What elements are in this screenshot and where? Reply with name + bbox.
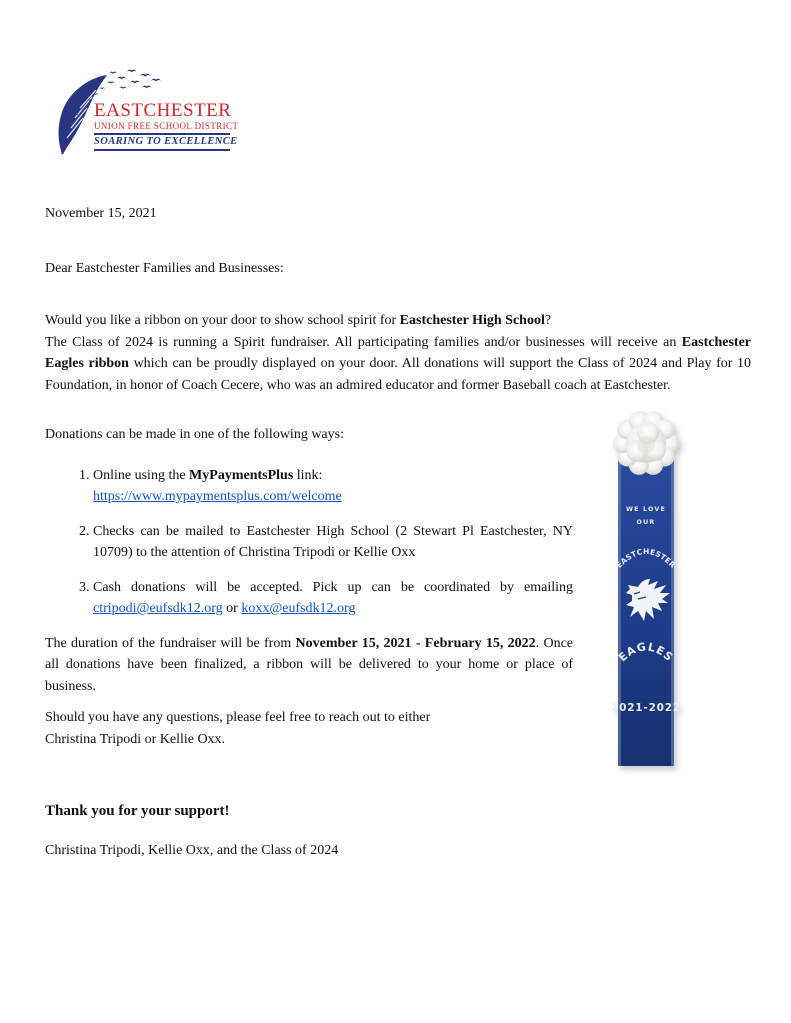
- questions-line1: Should you have any questions, please feel free to reach out to either: [45, 710, 431, 725]
- district-logo: [52, 64, 239, 160]
- duration-text: . Once all donations have been finalized, a ribbon will be delivered to your home or place of business.: [45, 635, 574, 694]
- item3-text: Cash donations will be accepted. Pick up can be coordinated by emailing: [93, 579, 573, 595]
- donations-heading: Donations can be made in one of the following ways:: [45, 427, 344, 442]
- district-tagline: SOARING TO EXCELLENCE: [94, 136, 238, 147]
- duration-dates-bold: November 15, 2021 - February 15, 2022: [295, 635, 536, 651]
- list-item: [93, 465, 573, 508]
- ribbon-line2: OUR: [636, 519, 656, 526]
- intro-text: ?: [544, 313, 552, 328]
- logo-divider: [94, 149, 230, 151]
- district-subtitle: UNION FREE SCHOOL DISTRICT: [94, 121, 239, 131]
- logo-text-block: [94, 100, 239, 152]
- intro-text: The Class of 2024 is running a Spirit fundraiser. All participating families and/or businesses will receive an: [45, 334, 682, 350]
- questions-paragraph: [45, 707, 573, 750]
- intro-text: Would you like a ribbon on your door to show school spirit for: [45, 313, 400, 328]
- ribbon-year: 2021-2022: [610, 702, 682, 714]
- list-item: [93, 521, 573, 564]
- logo-divider: [94, 133, 230, 135]
- item3-text: or: [222, 601, 242, 616]
- questions-line2: Christina Tripodi or Kellie Oxx.: [45, 731, 226, 747]
- item1-text: Online using the: [93, 467, 190, 483]
- email-link-ctripodi[interactable]: ctripodi@eufsdk12.org: [93, 601, 223, 616]
- intro-text: which can be proudly displayed on your door. All donations will support the Class of 2024 and Play for 10 Foundation, in honor of Coach Cecere, who was an admired educator and former Baseball coach at Eastchester.: [45, 356, 752, 393]
- letter-date: November 15, 2021: [45, 206, 157, 221]
- duration-text: The duration of the fundraiser will be from: [45, 635, 296, 651]
- intro-school-bold: Eastchester High School: [399, 313, 545, 328]
- donation-options-list: [45, 465, 573, 620]
- ribbon-mascot: EAGLES: [616, 640, 676, 665]
- signature-line: Christina Tripodi, Kellie Oxx, and the Class of 2024: [45, 842, 339, 858]
- mypaymentsplus-link[interactable]: https://www.mypaymentsplus.com/welcome: [93, 489, 342, 504]
- ribbon-school-name: EASTCHESTER: [614, 546, 678, 570]
- letter-body: [45, 203, 751, 861]
- district-name: EASTCHESTER: [94, 100, 232, 121]
- item1-text: link:: [293, 467, 323, 483]
- intro-ribbon-bold: Eastchester Eagles ribbon: [45, 334, 751, 371]
- item1-bold: MyPaymentsPlus: [189, 467, 294, 483]
- email-link-koxx[interactable]: koxx@eufsdk12.org: [241, 601, 356, 616]
- item2-text: Checks can be mailed to Eastchester High School (2 Stewart Pl Eastchester, NY 10709) to the attention of Christina Tripodi or Kellie Oxx: [93, 523, 573, 560]
- intro-paragraph: [45, 310, 751, 396]
- duration-paragraph: [45, 633, 573, 698]
- list-item: [93, 577, 573, 620]
- ribbon-line1: WE LOVE: [626, 506, 666, 513]
- salutation: Dear Eastchester Families and Businesses:: [45, 260, 284, 276]
- thank-you-line: Thank you for your support!: [45, 803, 230, 819]
